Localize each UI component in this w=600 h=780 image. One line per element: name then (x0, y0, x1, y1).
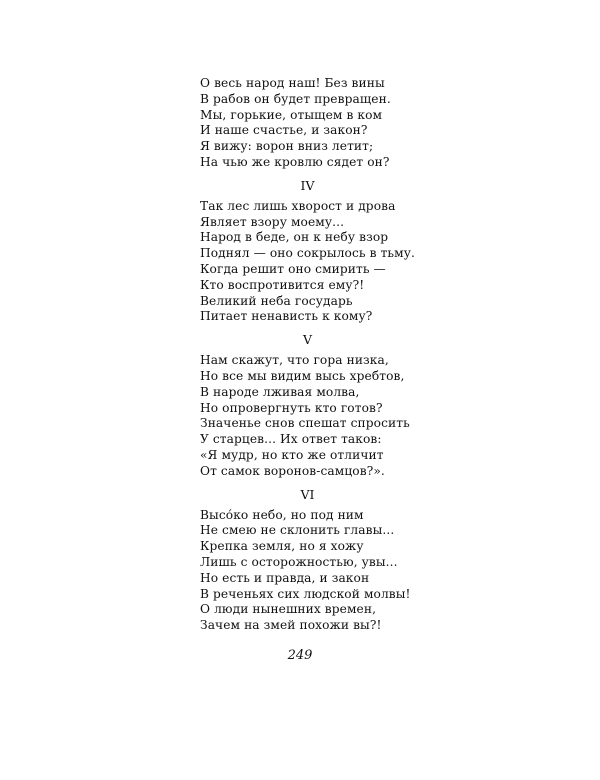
verse-line: У старцев... Их ответ таков: (200, 432, 382, 447)
verse-line: «Я мудр, но кто же отличит (200, 447, 384, 462)
verse-line: Кто воспротивится ему?! (200, 277, 365, 292)
stanza (200, 353, 420, 479)
verse-line: Так лес лишь хворост и дрова (200, 198, 396, 213)
verse-line: Мы, горькие, отыщем в ком (200, 107, 383, 122)
verse-line: В реченьях сих людской молвы! (200, 586, 411, 601)
verse-line: О весь народ наш! Без вины (200, 76, 385, 90)
verse-line: На чью же кровлю сядет он? (200, 154, 390, 169)
stanza (200, 76, 420, 171)
verse-line: Нам скажут, что гора низка, (200, 353, 389, 368)
verse-line: В народе лживая молва, (200, 384, 360, 399)
verse-line: Лишь с осторожностью, увы... (200, 554, 398, 569)
verse-line: Великий неба государь (200, 293, 353, 308)
verse-line: Но опровергнуть кто готов? (200, 400, 383, 415)
verse-line: Высо́ко небо, но под ним (200, 507, 364, 522)
page-number: 249 (287, 648, 313, 663)
verse-line: Поднял — оно сокрылось в тьму. (200, 246, 415, 261)
verse-line: И наше счастье, и закон? (200, 123, 368, 138)
verse-line: Зачем на змей похожи вы?! (200, 618, 382, 633)
verse-line: Когда решит оно смирить — (200, 261, 386, 276)
stanza (200, 508, 420, 634)
verse-line: В рабов он будет превращен. (200, 91, 391, 106)
stanza (200, 199, 420, 325)
verse-line: Но все мы видим высь хребтов, (200, 368, 405, 383)
verse-line: Народ в беде, он к небу взор (200, 230, 389, 245)
verse-line: От самок воронов-самцов?». (200, 463, 385, 478)
verse-line: О люди нынешних времен, (200, 602, 377, 617)
verse-line: Крепка земля, но я хожу (200, 539, 364, 554)
verse-line: Я вижу: ворон вниз летит; (200, 139, 374, 154)
verse-line: Являет взору моему... (200, 214, 345, 229)
section-number: VI (300, 486, 315, 502)
verse-line: Но есть и правда, и закон (200, 570, 370, 585)
section-number: IV (300, 177, 315, 193)
poem (200, 76, 420, 634)
section-number: V (302, 332, 313, 348)
verse-line: Значенье снов спешат спросить (200, 416, 410, 431)
verse-line: Питает ненависть к кому? (200, 309, 373, 324)
verse-line: Не смею не склонить главы... (200, 523, 395, 538)
